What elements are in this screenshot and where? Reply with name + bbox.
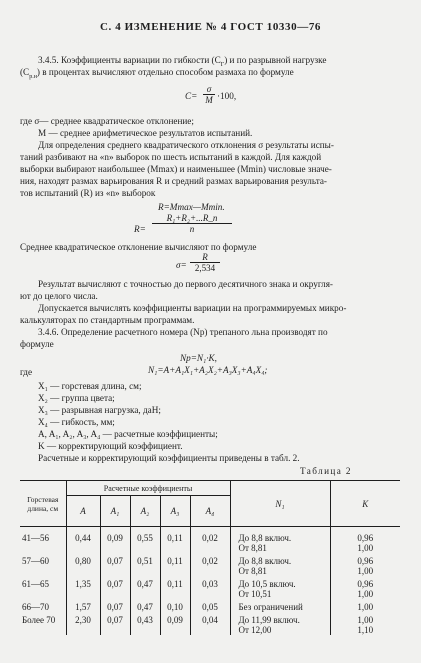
cell-a1: 0,09	[100, 527, 130, 554]
coefficients-table	[20, 480, 400, 635]
para-sigma-line5: тов испытаний (R) из «n» выборок	[20, 188, 156, 198]
formula-sigma-fraction	[190, 252, 220, 273]
result-line1: Результат вычисляют с точностью до первого десятичного знака и округля-	[38, 279, 333, 289]
table-row	[20, 553, 400, 576]
table-caption: Таблица 2	[300, 466, 352, 476]
cell-a4: 0,03	[190, 576, 230, 599]
para-sigma-line3: выборки выбирают наибольшее (Mmax) и наименьшее (Mmin) числовые значе-	[20, 164, 332, 174]
cell-a3: 0,10	[160, 599, 190, 612]
table-intro: Расчетные и корректирующий коэффициенты приведены в табл. 2.	[38, 453, 300, 463]
cell-a1: 0,07	[100, 576, 130, 599]
cell-a2: 0,47	[130, 599, 160, 612]
cell-n1: Без ограничений	[230, 599, 330, 612]
cell-a: 1,35	[66, 576, 100, 599]
cell-n1: До 10,5 включ. От 10,51	[230, 576, 330, 599]
cell-k: 1,00	[330, 599, 400, 612]
formula-c-lhs: C=	[185, 91, 198, 101]
formula-c-denominator: M	[205, 95, 213, 105]
col-a-header: A	[66, 496, 100, 527]
cell-a1: 0,07	[100, 599, 130, 612]
cell-n1: До 8,8 включ. От 8,81	[230, 553, 330, 576]
cell-a: 2,30	[66, 612, 100, 635]
def-k: K — корректирующий коэффициент.	[38, 441, 183, 451]
where-label: где	[20, 367, 33, 377]
table-row	[20, 612, 400, 635]
cell-length: 61—65	[22, 579, 49, 589]
def-x2: X₂ — группа цвета;	[38, 393, 115, 403]
cell-k: 0,96 1,00	[330, 576, 400, 599]
cell-n1: До 8,8 включ. От 8,81	[230, 527, 330, 554]
col-a2-header: A₂	[130, 496, 160, 527]
cell-a3: 0,11	[160, 576, 190, 599]
col-group-header: Расчетные коэффициенты	[66, 481, 230, 496]
para-sigma-line4: ния, находят размах варьирования R и средний размах варьирования результа-	[20, 176, 327, 186]
col-n1-header: N₁	[230, 481, 330, 527]
cell-k: 0,96 1,00	[330, 527, 400, 554]
formula-c-numerator: σ	[203, 84, 215, 95]
cell-a2: 0,51	[130, 553, 160, 576]
para-sigma-line2: таний разбивают на «n» выборок по шесть испытаний в каждой. Для каждой	[20, 152, 322, 162]
col-a3-header: A₃	[160, 496, 190, 527]
formula-rbar-denominator: n	[189, 224, 195, 234]
cell-length: 57—60	[22, 556, 49, 566]
formula-rbar-numerator: R₁+R₂+...R_n	[152, 213, 232, 224]
table-row	[20, 576, 400, 599]
table-body	[20, 527, 400, 636]
cell-length: 66—70	[22, 602, 49, 612]
page-header: С. 4 ИЗМЕНЕНИЕ № 4 ГОСТ 10330—76	[99, 21, 322, 33]
cell-a: 0,44	[66, 527, 100, 554]
formula-n1: N₁=A+A₁X₁+A₂X₂+A₃X₃+A₄X₄;	[148, 365, 268, 375]
allowed-line2: калькуляторах по стандартным программам.	[20, 315, 195, 325]
formula-sigma-lhs: σ=	[176, 260, 187, 270]
paragraph-345-line2: $(C_{р.н})$ в процентах вычисляют отдельно способом размаха по формуле	[20, 67, 294, 80]
cell-a: 1,57	[66, 599, 100, 612]
paragraph-345-line1: 3.4.5. Коэффициенты вариации по гибкости $(C_Г)$ и по разрывной нагрузке	[38, 55, 327, 68]
formula-sigma-denominator: 2,534	[194, 263, 216, 273]
cell-a2: 0,47	[130, 576, 160, 599]
cell-k: 0,96 1,00	[330, 553, 400, 576]
def-x3: X₃ — разрывная нагрузка, даН;	[38, 405, 161, 415]
formula-sigma-numerator: R	[190, 252, 220, 263]
cell-a1: 0,07	[100, 553, 130, 576]
para-sigma-line1: Для определения среднего квадратического отклонения σ результаты испы-	[38, 140, 334, 150]
table-row	[20, 527, 400, 554]
def-coefficients: A, A₁, A₂, A₃, A₄ — расчетные коэффициенты;	[38, 429, 218, 439]
cell-a4: 0,05	[190, 599, 230, 612]
cell-a1: 0,07	[100, 612, 130, 635]
cell-a4: 0,02	[190, 553, 230, 576]
where-sigma: где σ— среднее квадратическое отклонение;	[20, 116, 194, 126]
formula-c-fraction	[203, 84, 215, 105]
formula-range: R=Mmax—Mmin.	[158, 202, 225, 212]
cell-a4: 0,02	[190, 527, 230, 554]
cell-a4: 0,04	[190, 612, 230, 635]
cell-a: 0,80	[66, 553, 100, 576]
cell-a3: 0,11	[160, 553, 190, 576]
allowed-line1: Допускается вычислять коэффициенты вариации на программируемых микро-	[38, 303, 347, 313]
def-x1: X₁ — горстевая длина, см;	[38, 381, 142, 391]
paragraph-346-line2: формуле	[20, 339, 54, 349]
result-line2: ют до целого числа.	[20, 291, 98, 301]
where-mean: M — среднее арифметическое результатов испытаний.	[38, 128, 253, 138]
cell-a3: 0,11	[160, 527, 190, 554]
formula-rbar-lhs: R=	[134, 224, 146, 234]
sd-intro: Среднее квадратическое отклонение вычисляют по формуле	[20, 242, 257, 252]
def-x4: X₄ — гибкость, мм;	[38, 417, 115, 427]
col-k-header: K	[330, 481, 400, 527]
cell-length: Более 70	[22, 615, 56, 625]
formula-rbar-fraction	[152, 213, 232, 234]
formula-np: Nр=N₁·K,	[180, 353, 217, 363]
cell-a2: 0,55	[130, 527, 160, 554]
col-length-header: Горстевая длина, см	[20, 481, 66, 527]
col-a4-header: A₄	[190, 496, 230, 527]
col-a1-header: A₁	[100, 496, 130, 527]
table-row	[20, 599, 400, 612]
cell-a3: 0,09	[160, 612, 190, 635]
paragraph-346-line1: 3.4.6. Определение расчетного номера (Nр) трепаного льна производят по	[38, 327, 328, 337]
cell-k: 1,00 1,10	[330, 612, 400, 635]
cell-n1: До 11,99 включ. От 12,00	[230, 612, 330, 635]
cell-length: 41—56	[22, 533, 49, 543]
cell-a2: 0,43	[130, 612, 160, 635]
formula-c-rhs: ·100,	[217, 91, 237, 101]
